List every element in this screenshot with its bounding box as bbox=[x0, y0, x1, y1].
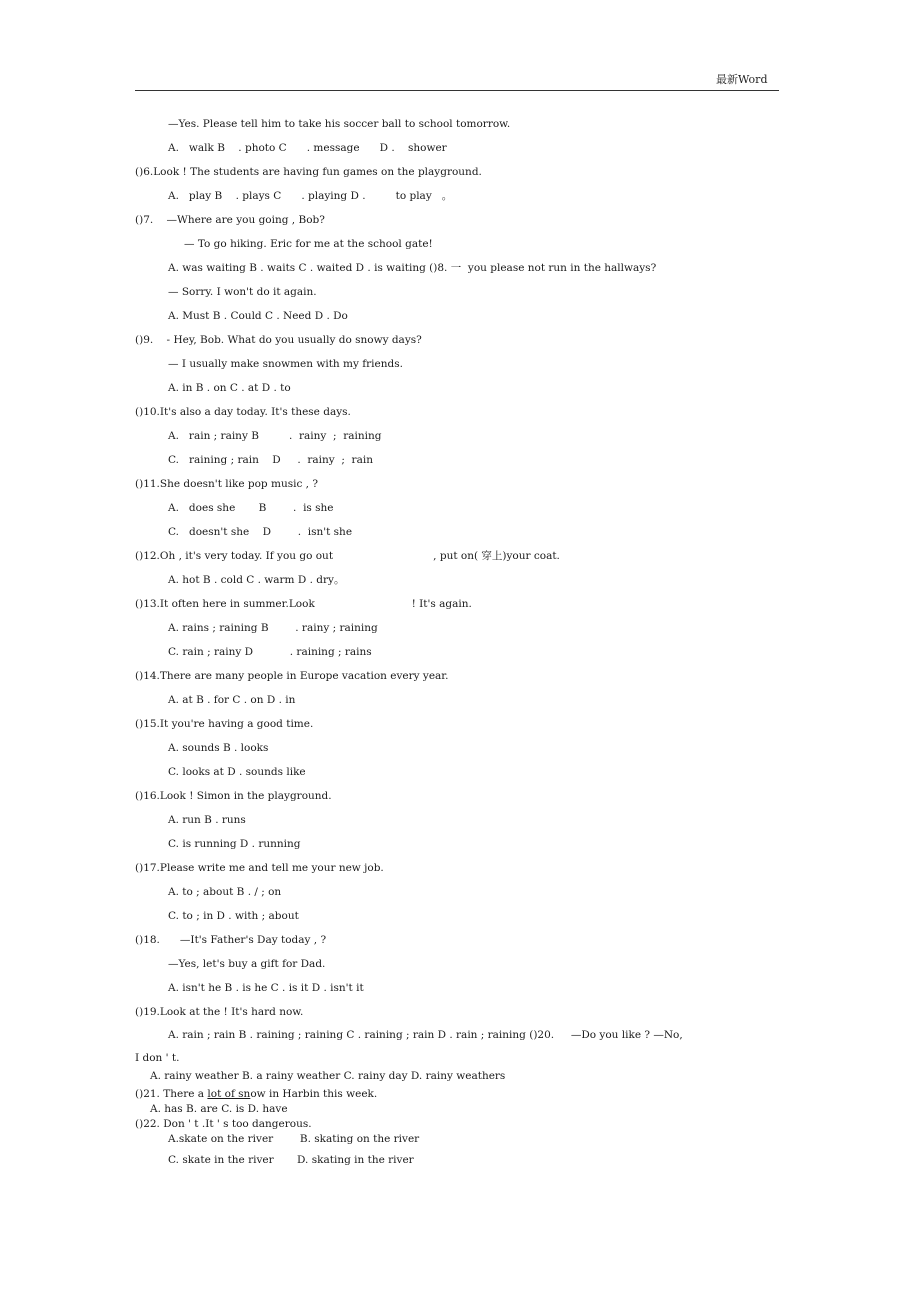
q11-stem: ()11.She doesn't like pop music , ? bbox=[135, 478, 318, 490]
q21-stem bbox=[135, 1088, 377, 1100]
q14-stem: ()14.There are many people in Europe vacation every year. bbox=[135, 670, 449, 682]
q12-stem: ()12.Oh , it's very today. If you go out , put on( 穿上)your coat. bbox=[135, 550, 560, 562]
q7-answer: — To go hiking. Eric for me at the school gate! bbox=[184, 238, 433, 250]
q20-answer: I don ' t. bbox=[135, 1052, 180, 1064]
q10-options-ab: A. rain ; rainy B . rainy ; raining bbox=[168, 430, 382, 442]
q7-options-q8-stem: A. was waiting B . waits C . waited D . is waiting ()8. 一 you please not run in the hallways? bbox=[168, 262, 657, 274]
q10-options-cd: C. raining ; rain D . rainy ; rain bbox=[168, 454, 373, 466]
header-label: 最新Word bbox=[716, 73, 768, 86]
q9-stem: ()9. - Hey, Bob. What do you usually do snowy days? bbox=[135, 334, 422, 346]
q15-options-ab: A. sounds B . looks bbox=[168, 742, 269, 754]
q19-stem: ()19.Look at the ! It's hard now. bbox=[135, 1006, 304, 1018]
q7-stem: ()7. —Where are you going , Bob? bbox=[135, 214, 325, 226]
q13-options-cd: C. rain ; rainy D . raining ; rains bbox=[168, 646, 372, 658]
q18-options: A. isn't he B . is he C . is it D . isn't it bbox=[168, 982, 364, 994]
q9-answer: — I usually make snowmen with my friends. bbox=[168, 358, 403, 370]
q20-options: A. rainy weather B. a rainy weather C. rainy day D. rainy weathers bbox=[150, 1070, 506, 1082]
q17-stem: ()17.Please write me and tell me your new job. bbox=[135, 862, 384, 874]
q6-stem: ()6.Look ! The students are having fun games on the playground. bbox=[135, 166, 482, 178]
q16-options-ab: A. run B . runs bbox=[168, 814, 246, 826]
q21-stem-underlined: lot of sn bbox=[207, 1088, 251, 1100]
q10-stem: ()10.It's also a day today. It's these days. bbox=[135, 406, 351, 418]
q15-options-cd: C. looks at D . sounds like bbox=[168, 766, 306, 778]
q17-options-cd: C. to ; in D . with ; about bbox=[168, 910, 299, 922]
header-rule bbox=[135, 90, 779, 91]
q22-stem: ()22. Don ' t .It ' s too dangerous. bbox=[135, 1118, 312, 1130]
q14-options: A. at B . for C . on D . in bbox=[168, 694, 296, 706]
q16-options-cd: C. is running D . running bbox=[168, 838, 301, 850]
q15-stem: ()15.It you're having a good time. bbox=[135, 718, 314, 730]
q9-options: A. in B . on C . at D . to bbox=[168, 382, 291, 394]
q8-answer: — Sorry. I won't do it again. bbox=[168, 286, 317, 298]
q12-options: A. hot B . cold C . warm D . dry。 bbox=[168, 574, 345, 586]
q17-options-ab: A. to ; about B . / ; on bbox=[168, 886, 282, 898]
q13-stem: ()13.It often here in summer.Look ! It's again. bbox=[135, 598, 472, 610]
q18-answer: —Yes, let's buy a gift for Dad. bbox=[168, 958, 326, 970]
q8-options: A. Must B . Could C . Need D . Do bbox=[168, 310, 348, 322]
q11-options-cd: C. doesn't she D . isn't she bbox=[168, 526, 353, 538]
q21-options: A. has B. are C. is D. have bbox=[150, 1103, 288, 1115]
q22-options-cd: C. skate in the river D. skating in the river bbox=[168, 1154, 414, 1166]
q5-options: A. walk B . photo C . message D . shower bbox=[168, 142, 447, 154]
q11-options-ab: A. does she B . is she bbox=[168, 502, 334, 514]
line-5-answer: —Yes. Please tell him to take his soccer ball to school tomorrow. bbox=[168, 118, 511, 130]
q18-stem: ()18. —It's Father's Day today , ? bbox=[135, 934, 327, 946]
q13-options-ab: A. rains ; raining B . rainy ; raining bbox=[168, 622, 378, 634]
q6-options: A. play B . plays C . playing D . to play 。 bbox=[168, 190, 453, 202]
q21-stem-before: ()21. There a bbox=[135, 1088, 208, 1100]
q22-options-ab: A.skate on the river B. skating on the river bbox=[168, 1133, 420, 1145]
q16-stem: ()16.Look ! Simon in the playground. bbox=[135, 790, 332, 802]
q21-stem-after: ow in Harbin this week. bbox=[250, 1088, 378, 1100]
q19-options-q20-stem: A. rain ; rain B . raining ; raining C . raining ; rain D . rain ; raining ()20. —Do you like ? —No, bbox=[168, 1029, 683, 1041]
